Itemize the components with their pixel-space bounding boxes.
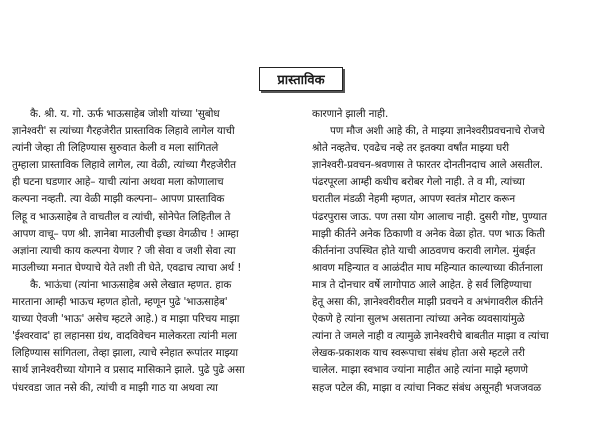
right-column-line: पंढरपुरास जाऊ. पण तसा योग आलाच नाही. दुसरी गोष्ट, पुण्यात — [312, 210, 547, 223]
right-column-line: लेखक-प्रकाशक याच स्वरूपाचा संबंध होता असे म्हटले तरी — [312, 347, 525, 360]
right-column-line: त्यांना ते जमले नाही व त्यामुळे ज्ञानेश्वरीचे बाबतीत माझा व त्यांचा — [312, 330, 549, 343]
left-column-line: लिहू व भाऊसाहेब ते वाचतील व त्यांची, सोनेपेत लिहितील ते — [12, 210, 231, 223]
left-column — [12, 106, 298, 397]
right-column-line: माझी कीर्तने अनेक ठिकाणी व अनेक वेळा होत. पण भाऊ किती — [312, 227, 545, 240]
left-column-line: अज्ञांना त्याची काय कल्पना येणार ? जी सेवा व जशी सेवा त्या — [12, 244, 236, 257]
left-column-line: लिहिण्यास सांगितला, तेव्हा झाला, त्याचे स्नेहात रूपांतर माझ्या — [12, 347, 238, 360]
right-column-line: पंढरपूरला आम्ही कधीच बरोबर गेलो नाही. ते व मी, त्यांच्या — [312, 176, 525, 189]
left-column-line: आपण वाचू– पण श्री. ज्ञानेबा माउलीची इच्छा वेगळीच ! आम्हा — [12, 227, 239, 240]
left-column-line: सार्थ ज्ञानेश्वरीच्या योगाने व प्रसाद मासिकाने झाले. पुढे पुढे असा — [12, 364, 245, 377]
left-column-line: ही घटना घडणार आहे– याची त्यांना अथवा मला कोणालाच — [12, 176, 224, 189]
right-column-line: सहज पटेल की, माझा व त्यांचा निकट संबंध असूनही भजजवळ — [312, 381, 542, 394]
left-column-line: ज्ञानेश्वरी' स त्यांच्या गैरहजेरीत प्रास्ताविक लिहावे लागेल याची — [12, 125, 235, 138]
left-column-line: याच्या ऐवजी 'भाऊ' असेच म्हटले आहे.) व माझा परिचय माझा — [12, 313, 240, 326]
right-column-line: कारणाने झाली नाही. — [312, 108, 389, 120]
right-column-line: ऐकणे हे त्यांना सुलभ असताना त्यांच्या अनेक व्यवसायांमुळे — [312, 313, 525, 326]
right-column-line: श्रोते नव्हतेच. एवढेच नव्हे तर इतक्या वर्षांत माझ्या घरी — [312, 142, 509, 155]
right-column-line: घरातील मंडळी नेहमी म्हणत, आपण स्वतंत्र मोटार करून — [312, 193, 515, 206]
left-column-line: 'ईश्वरवाद' हा लहानसा ग्रंथ, वादविवेचन मालेकरता त्यांनी मला — [12, 330, 237, 343]
right-column-line: पण मौज अशी आहे की, ते माझ्या ज्ञानेश्वरीप्रवचनाचे रोजचे — [330, 125, 545, 138]
left-column-line: माउलीच्या मनात घेण्याचे येते तशी ती घेते, एवढाच त्याचा अर्थ ! — [12, 261, 242, 274]
right-column-line: कीर्तनांना उपस्थित होते याची आठवणच करावी लागेल. मुंबईत — [312, 244, 536, 257]
left-column-line: कै. श्री. य. गो. ऊर्फ भाऊसाहेब जोशी यांच्या 'सुबोध — [30, 108, 220, 120]
page-title: प्रास्ताविक — [259, 67, 343, 91]
left-column-line: त्यांनी जेव्हा ती लिहिण्यास सुरुवात केली व मला सांगितले — [12, 142, 219, 155]
right-column-line: हेतू असा की, ज्ञानेश्वरीवरील माझी प्रवचने व अभंगावरील कीर्तने — [312, 296, 543, 309]
right-column — [312, 106, 592, 397]
left-column-line: कै. भाऊंचा (त्यांना भाऊसाहेब असे लेखात म्हणत. हाक — [30, 278, 232, 291]
right-column-line: ज्ञानेश्वरी-प्रवचन-श्रवणास ते फारतर दोनतीनदाच आले असतील. — [312, 159, 543, 172]
right-column-line: श्रावण महिन्यात व आळंदीत माघ महिन्यात काल्याच्या कीर्तनाला — [312, 261, 543, 274]
left-column-line: पंधरवडा जात नसे की, त्यांची व माझी गाठ या अथवा त्या — [12, 381, 218, 394]
right-column-line: चालेल. माझा स्वभाव ज्यांना माहीत आहे त्यांना माझे म्हणणे — [312, 364, 528, 377]
right-column-line: मात्र ते दोनचार वर्षे लागोपाठ आले आहेत. हे सर्व लिहिण्याचा — [312, 278, 532, 291]
left-column-line: तुम्हाला प्रास्ताविक लिहावे लागेल, त्या वेळी, त्यांच्या गैरहजेरीत — [12, 159, 236, 172]
left-column-line: मारताना आम्ही भाऊच म्हणत होतो, म्हणून पुढे 'भाऊसाहेब' — [12, 296, 228, 309]
left-column-line: कल्पना नव्हती. त्या वेळी माझी कल्पना– आपण प्रास्ताविक — [12, 193, 225, 206]
